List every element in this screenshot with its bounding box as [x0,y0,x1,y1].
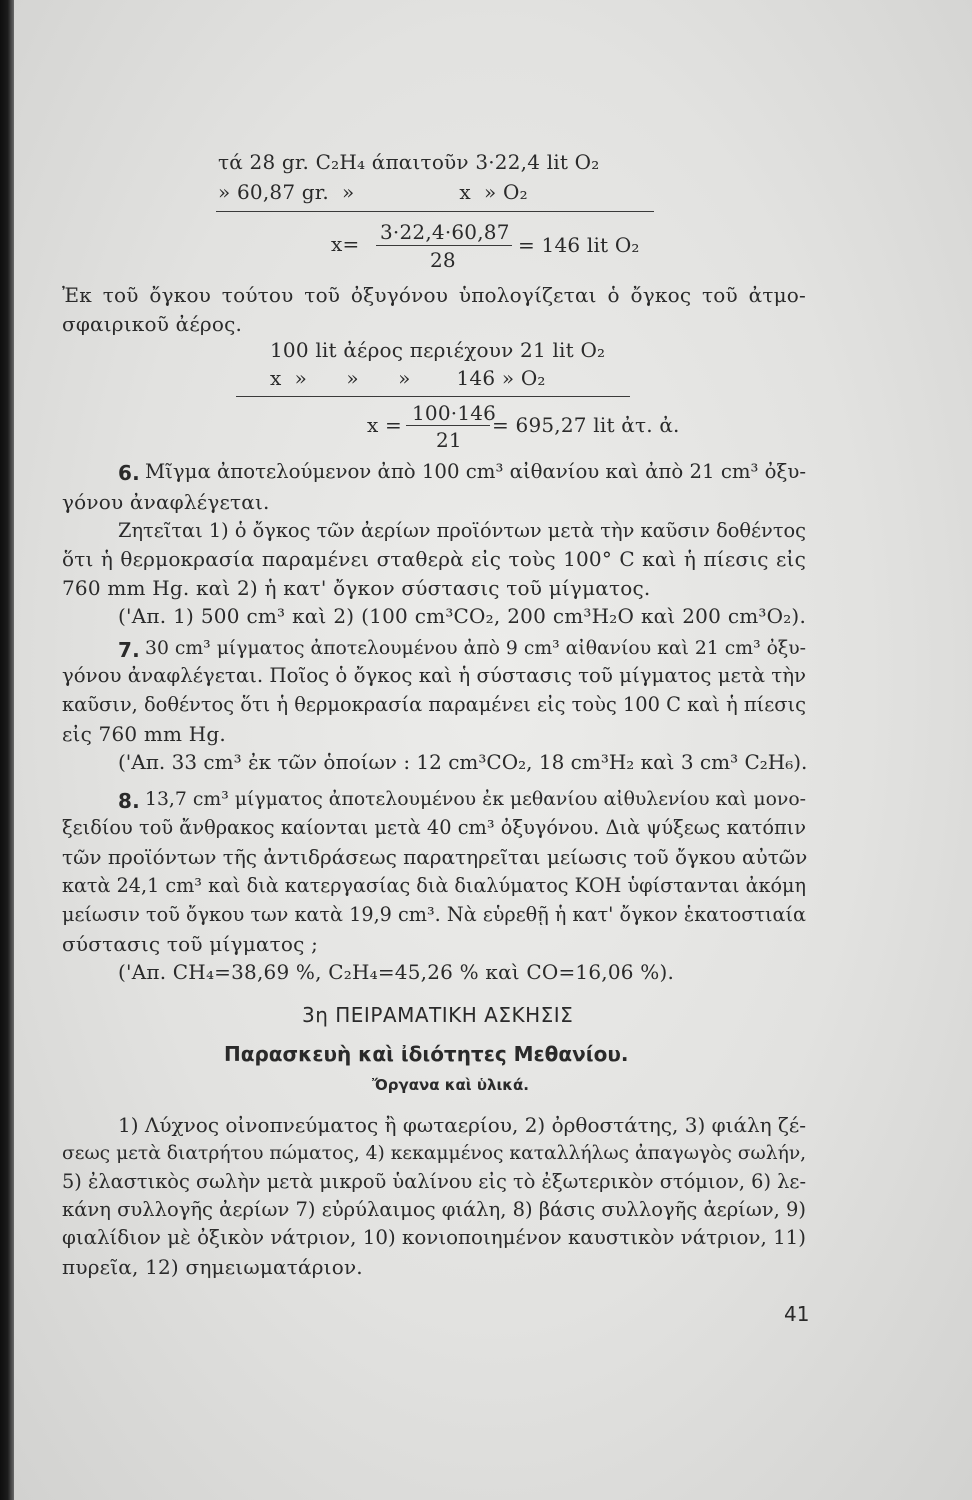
calc2-result-lhs: x = [367,413,402,437]
problem7-line3: καῦσιν, δοθέντος ὅτι ἡ θερμοκρασία παραμένει εἰς τοὺς 100 C καὶ ἡ πίεσις [62,693,806,716]
problem8-line1: 13,7 cm³ μίγματος ἀποτελουμένου ἐκ μεθανίου αἰθυλενίου καὶ μονο- [145,789,806,810]
problem8-answer: ('Απ. CH₄=38,69 %, C₂H₄=45,26 % καὶ CO=16,06 %). [118,960,675,984]
problem6-number: 6. [118,461,140,485]
air-paragraph-line1: Ἐκ τοῦ ὄγκου τούτου τοῦ ὀξυγόνου ὑπολογίζεται ὁ ὄγκος τοῦ ἀτμο- [62,283,806,307]
page-edge-shadow [0,0,14,1500]
page-number: 41 [784,1302,810,1326]
problem8-line4: κατὰ 24,1 cm³ καὶ διὰ κατεργασίας διὰ διαλύματος ΚΟΗ ὑφίστανται ἀκόμη [62,874,806,897]
calc1-fraction-bar [376,245,512,246]
calc2-fraction-bar [406,425,490,426]
calc1-result-rhs: = 146 lit O₂ [518,233,640,257]
section-title: Παρασκευὴ καὶ ἰδιότητες Μεθανίου. [224,1042,629,1066]
materials-line1: 1) Λύχνος οἰνοπνεύματος ἢ φωταερίου, 2) ὀρθοστάτης, 3) φιάλη ζέ- [118,1113,806,1137]
problem8-line6: σύστασις τοῦ μίγματος ; [62,932,319,956]
calc2-denominator: 21 [436,428,462,452]
calc2-rule [236,396,630,397]
problem6-line5: 760 mm Hg. καὶ 2) ἡ κατ' ὄγκον σύστασις τοῦ μίγματος. [62,576,651,600]
calc1-row2: » 60,87 gr. » x » O₂ [218,180,528,204]
calc2-row1: 100 lit ἀέρος περιέχουν 21 lit O₂ [270,338,606,362]
problem6-line4: ὅτι ἡ θερμοκρασία παραμένει σταθερὰ εἰς τοὺς 100° C καὶ ἡ πίεσις εἰς [62,547,806,571]
calc1-row1: τά 28 gr. C₂H₄ άπαιτοῦν 3·22,4 lit O₂ [218,150,600,174]
materials-line2: σεως μετὰ διατρήτου πώματος, 4) κεκαμμένος καταλλήλως ἀπαγωγὸς σωλήν, [62,1143,807,1164]
materials-line6: πυρεῖα, 12) σημειωματάριον. [62,1255,363,1279]
problem8-line5: μείωσιν τοῦ ὄγκου των κατὰ 19,9 cm³. Νὰ εὑρεθῇ ἡ κατ' ὄγκον ἑκατοστιαία [62,903,806,926]
materials-line4: κάνη συλλογῆς ἀερίων 7) εὐρύλαιμος φιάλη, 8) βάσις συλλογῆς ἀερίων, 9) [62,1198,806,1221]
calc1-denominator: 28 [430,248,456,272]
calc1-rule [216,211,654,212]
calc1-result-lhs: x= [331,232,360,256]
problem8-number: 8. [118,789,140,813]
problem7-answer: ('Απ. 33 cm³ ἐκ τῶν ὁποίων : 12 cm³CO₂, 18 cm³H₂ καὶ 3 cm³ C₂H₆). [118,750,808,774]
calc2-result-rhs: = 695,27 lit ἀτ. ἀ. [492,413,680,437]
section-heading: 3η ΠΕΙΡΑΜΑΤΙΚΗ ΑΣΚΗΣΙΣ [302,1003,574,1027]
problem6-line2: γόνου ἀναφλέγεται. [62,490,270,514]
calc1-numerator: 3·22,4·60,87 [380,220,510,244]
materials-line3: 5) ἐλαστικὸς σωλὴν μετὰ μικροῦ ὑαλίνου εἰς τὸ ἐξωτερικὸν στόμιον, 6) λε- [62,1170,806,1193]
problem6-line3: Ζητεῖται 1) ὁ ὄγκος τῶν ἀερίων προϊόντων μετὰ τὴν καῦσιν δοθέντος [118,519,806,542]
problem7-line4: εἰς 760 mm Hg. [62,722,226,746]
problem7-line1: 30 cm³ μίγματος ἀποτελουμένου ἀπὸ 9 cm³ αἰθανίου καὶ 21 cm³ ὀξυ- [145,638,806,659]
problem8-line3: τῶν προϊόντων τῆς ἀντιδράσεως παρατηρεῖται μείωσις τοῦ ὄγκου αὐτῶν [62,845,808,869]
air-paragraph-line2: σφαιρικοῦ ἀέρος. [62,312,243,336]
section-subtitle: Ὄργανα καὶ ὑλικά. [372,1076,529,1094]
calc2-row2: x » » » 146 » O₂ [270,366,546,390]
problem7-line2: γόνου ἀναφλέγεται. Ποῖος ὁ ὄγκος καὶ ἡ σύστασις τοῦ μίγματος μετὰ τὴν [62,664,806,687]
problem8-line2: ξειδίου τοῦ ἄνθρακος καίονται μετὰ 40 cm³ ὀξυγόνου. Διὰ ψύξεως κατόπιν [62,816,806,839]
problem6-line1: Μῖγμα ἀποτελούμενον ἀπὸ 100 cm³ αἰθανίου καὶ ἀπὸ 21 cm³ ὀξυ- [145,460,806,483]
problem7-number: 7. [118,638,140,662]
problem6-answer: ('Απ. 1) 500 cm³ καὶ 2) (100 cm³CO₂, 200 cm³H₂O καὶ 200 cm³O₂). [118,604,806,628]
materials-line5: φιαλίδιον μὲ ὀξικὸν νάτριον, 10) κονιοποιημένον καυστικὸν νάτριον, 11) [62,1226,806,1249]
calc2-numerator: 100·146 [412,401,497,425]
